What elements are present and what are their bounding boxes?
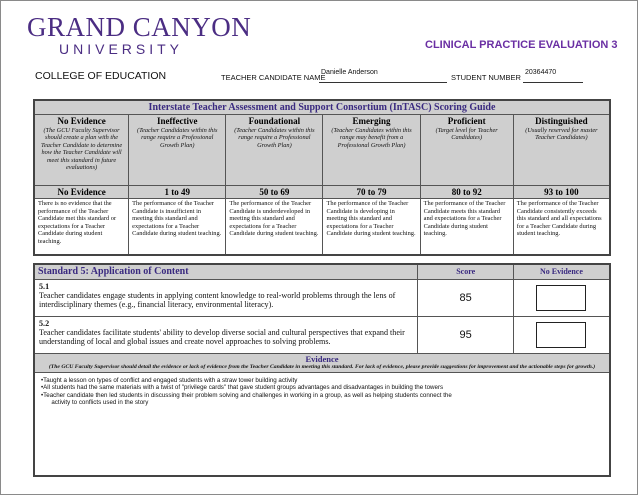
level-text: The performance of the Teacher Candidate is underdeveloped in meeting this standard and expectations for a Teacher Candidate during student teaching. bbox=[226, 199, 323, 256]
score-value[interactable]: 85 bbox=[418, 280, 513, 317]
level-text: There is no evidence that the performance of the Teacher Candidate met this standard or expectations for a Teacher Candidate during student teaching. bbox=[34, 199, 129, 256]
level-description: (Usually reserved for master Teacher Candidates) bbox=[525, 127, 598, 142]
no-evidence-cell bbox=[513, 280, 610, 317]
no-evidence-cell bbox=[513, 317, 610, 354]
standard-item bbox=[34, 317, 418, 354]
level-distinguished bbox=[513, 115, 610, 186]
candidate-name-field: Danielle Anderson bbox=[319, 69, 447, 83]
level-text: The performance of the Teacher Candidate is insufficient in meeting this standard and expectations for a Teacher Candidate during student teaching. bbox=[129, 199, 226, 256]
evidence-title: Evidence bbox=[305, 354, 339, 364]
level-name: Proficient bbox=[447, 116, 486, 126]
evidence-header-row bbox=[34, 354, 610, 373]
scoring-guide-title: Interstate Teacher Assessment and Support Consortium (InTASC) Scoring Guide bbox=[34, 100, 610, 115]
level-description: (Teacher Candidates within this range may benefit from a Professional Growth Plan) bbox=[331, 127, 412, 149]
standard-item-number: 5.1 bbox=[39, 282, 50, 291]
level-name: Ineffective bbox=[156, 116, 198, 126]
level-ineffective bbox=[129, 115, 226, 186]
standard-header-row bbox=[34, 264, 610, 280]
level-range-row bbox=[34, 186, 610, 199]
level-range: 70 to 79 bbox=[323, 186, 420, 199]
level-foundational bbox=[226, 115, 323, 186]
standard-item bbox=[34, 280, 418, 317]
level-description: (Target level for Teacher Candidates) bbox=[435, 127, 498, 142]
level-range: 50 to 69 bbox=[226, 186, 323, 199]
score-column-header: Score bbox=[418, 264, 513, 280]
student-number-label: STUDENT NUMBER bbox=[451, 73, 521, 82]
level-name: No Evidence bbox=[57, 116, 106, 126]
evidence-bullet: •Teacher candidate then led students in discussing their problem solving and challenges in working in a group, as well as helping students connect the activity to conflicts used in the story bbox=[41, 391, 452, 407]
evidence-header bbox=[34, 354, 610, 373]
evidence-body-row bbox=[34, 372, 610, 476]
level-range: 93 to 100 bbox=[513, 186, 610, 199]
no-evidence-column-header: No Evidence bbox=[513, 264, 610, 280]
standard-table bbox=[33, 263, 611, 477]
standard-item-row bbox=[34, 280, 610, 317]
level-text: The performance of the Teacher Candidate meets this standard and expectations for a Teacher Candidate during student teaching. bbox=[420, 199, 513, 256]
level-name: Emerging bbox=[352, 116, 391, 126]
level-text-row bbox=[34, 199, 610, 256]
candidate-name-label: TEACHER CANDIDATE NAME bbox=[221, 73, 326, 82]
standard-item-number: 5.2 bbox=[39, 319, 50, 328]
student-number-field: 20364470 bbox=[523, 69, 583, 83]
evidence-bullet: •Taught a lesson on types of conflict and engaged students with a straw tower building activity bbox=[41, 376, 298, 384]
standard-title: Standard 5: Application of Content bbox=[34, 264, 418, 280]
level-name: Distinguished bbox=[535, 116, 588, 126]
university-logo-wordmark: GRAND CANYON bbox=[27, 12, 252, 42]
level-description: (Teacher Candidates within this range require a Professional Growth Plan) bbox=[234, 127, 315, 149]
standard-item-text: Teacher candidates engage students in applying content knowledge to real-world problems through the lens of interdisciplinary themes (e.g., financial literacy, environmental literacy). bbox=[39, 291, 396, 310]
level-range: 80 to 92 bbox=[420, 186, 513, 199]
level-proficient bbox=[420, 115, 513, 186]
level-emerging bbox=[323, 115, 420, 186]
level-text: The performance of the Teacher Candidate is developing in meeting this standard and expectations for a Teacher Candidate during student teaching. bbox=[323, 199, 420, 256]
evidence-instructions: (The GCU Faculty Supervisor should detail the evidence or lack of evidence from the Teacher Candidate in meeting this standard. For lack of evidence, please provide suggestions for improvement and the actionable steps for growth.) bbox=[48, 364, 596, 370]
level-name: Foundational bbox=[248, 116, 301, 126]
level-range: No Evidence bbox=[34, 186, 129, 199]
evidence-bullet: •All students had the same materials with a twist of "privilege cards" that gave student groups advantages and disadvantages in building the towers bbox=[41, 384, 444, 392]
score-value[interactable]: 95 bbox=[418, 317, 513, 354]
level-text: The performance of the Teacher Candidate consistently exceeds this standard and all expectations for a Teacher Candidate during student teaching. bbox=[513, 199, 610, 256]
standard-item-row bbox=[34, 317, 610, 354]
no-evidence-checkbox[interactable] bbox=[536, 322, 586, 348]
level-description: (Teacher Candidates within this range require a Professional Growth Plan) bbox=[137, 127, 218, 149]
level-no-evidence bbox=[34, 115, 129, 186]
scoring-guide-table bbox=[33, 99, 611, 256]
level-description: (The GCU Faculty Supervisor should create a plan with the Teacher Candidate to determine how the Teacher Candidate will meet this standard in future evaluations) bbox=[41, 127, 123, 172]
no-evidence-checkbox[interactable] bbox=[536, 285, 586, 311]
document-title: CLINICAL PRACTICE EVALUATION 3 bbox=[425, 39, 618, 51]
evidence-text-area[interactable] bbox=[34, 372, 610, 476]
college-name: COLLEGE OF EDUCATION bbox=[35, 70, 167, 82]
level-header-row bbox=[34, 115, 610, 186]
university-logo-subline: UNIVERSITY bbox=[59, 41, 184, 57]
level-range: 1 to 49 bbox=[129, 186, 226, 199]
standard-item-text: Teacher candidates facilitate students' ability to develop diverse social and cultural perspectives that expand their understanding of local and global issues and create novel approaches to solving problems. bbox=[39, 328, 405, 347]
